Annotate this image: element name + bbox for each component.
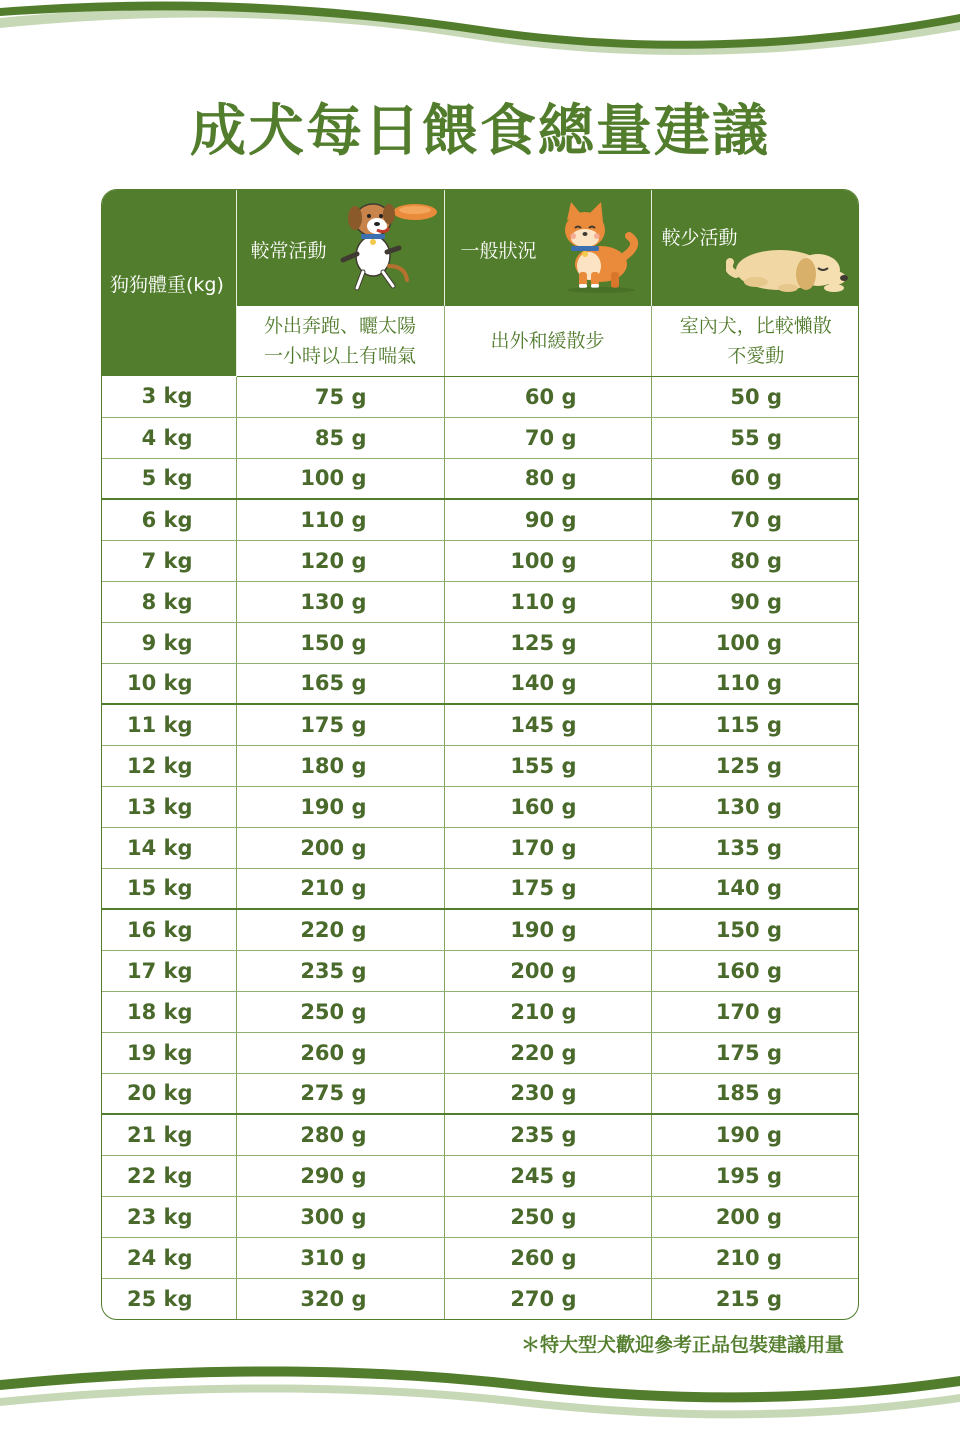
table-row [102, 909, 859, 950]
active-amount-cell: 280 g [236, 1114, 444, 1155]
normal-amount-cell: 270 g [444, 1278, 651, 1319]
active-amount-cell: 310 g [236, 1237, 444, 1278]
active-amount-cell: 190 g [236, 786, 444, 827]
active-amount-cell: 165 g [236, 663, 444, 704]
table-row [102, 1114, 859, 1155]
less-active-amount-cell: 70 g [651, 499, 859, 540]
weight-cell: 23 kg [102, 1196, 236, 1237]
normal-amount-cell: 220 g [444, 1032, 651, 1073]
table-row [102, 1155, 859, 1196]
less-active-amount-cell: 110 g [651, 663, 859, 704]
table-row [102, 950, 859, 991]
weight-cell: 25 kg [102, 1278, 236, 1319]
less-active-amount-cell: 100 g [651, 622, 859, 663]
normal-amount-cell: 100 g [444, 540, 651, 581]
active-amount-cell: 110 g [236, 499, 444, 540]
table-row [102, 540, 859, 581]
active-amount-cell: 75 g [236, 376, 444, 417]
less-active-amount-cell: 195 g [651, 1155, 859, 1196]
normal-amount-cell: 235 g [444, 1114, 651, 1155]
active-column-header [236, 190, 444, 306]
table-row [102, 1278, 859, 1319]
normal-amount-cell: 250 g [444, 1196, 651, 1237]
weight-cell: 15 kg [102, 868, 236, 909]
weight-cell: 11 kg [102, 704, 236, 745]
normal-amount-cell: 245 g [444, 1155, 651, 1196]
weight-cell: 18 kg [102, 991, 236, 1032]
table-row [102, 663, 859, 704]
active-amount-cell: 210 g [236, 868, 444, 909]
less-active-column-description [651, 306, 859, 376]
bottom-wave-decoration [0, 1356, 960, 1440]
weight-cell: 22 kg [102, 1155, 236, 1196]
normal-amount-cell: 160 g [444, 786, 651, 827]
active-amount-cell: 300 g [236, 1196, 444, 1237]
active-amount-cell: 150 g [236, 622, 444, 663]
less-active-amount-cell: 135 g [651, 827, 859, 868]
table-row [102, 417, 859, 458]
less-active-column-label: 較少活動 [661, 227, 738, 249]
active-amount-cell: 290 g [236, 1155, 444, 1196]
footnote: ＊特大型犬歡迎參考正品包裝建議用量 [520, 1334, 844, 1356]
normal-amount-cell: 145 g [444, 704, 651, 745]
less-active-amount-cell: 90 g [651, 581, 859, 622]
weight-cell: 24 kg [102, 1237, 236, 1278]
normal-amount-cell: 70 g [444, 417, 651, 458]
less-active-amount-cell: 210 g [651, 1237, 859, 1278]
weight-cell: 9 kg [102, 622, 236, 663]
less-active-amount-cell: 160 g [651, 950, 859, 991]
weight-cell: 3 kg [102, 376, 236, 417]
less-active-amount-cell: 175 g [651, 1032, 859, 1073]
active-description-line: 外出奔跑、曬太陽 [263, 314, 416, 337]
weight-cell: 6 kg [102, 499, 236, 540]
normal-amount-cell: 90 g [444, 499, 651, 540]
active-amount-cell: 120 g [236, 540, 444, 581]
active-amount-cell: 250 g [236, 991, 444, 1032]
normal-column-description [444, 306, 651, 376]
less-active-amount-cell: 80 g [651, 540, 859, 581]
less-active-amount-cell: 200 g [651, 1196, 859, 1237]
weight-cell: 20 kg [102, 1073, 236, 1114]
normal-amount-cell: 175 g [444, 868, 651, 909]
table-row [102, 376, 859, 417]
less-active-amount-cell: 50 g [651, 376, 859, 417]
less-active-amount-cell: 150 g [651, 909, 859, 950]
active-amount-cell: 275 g [236, 1073, 444, 1114]
normal-column-header [444, 190, 651, 306]
active-column-description [236, 306, 444, 376]
normal-amount-cell: 80 g [444, 458, 651, 499]
weight-cell: 16 kg [102, 909, 236, 950]
less-active-amount-cell: 190 g [651, 1114, 859, 1155]
active-column-label: 較常活動 [250, 240, 327, 262]
page-title: 成犬每日餵食總量建議 [190, 99, 770, 164]
shiba-dog-icon [549, 200, 645, 296]
weight-cell: 14 kg [102, 827, 236, 868]
weight-cell: 10 kg [102, 663, 236, 704]
normal-amount-cell: 60 g [444, 376, 651, 417]
top-wave-decoration [0, 0, 960, 70]
weight-column-header: 狗狗體重(kg) [102, 190, 236, 376]
active-amount-cell: 100 g [236, 458, 444, 499]
less-active-description-line: 室內犬，比較懶散 [679, 314, 832, 337]
less-active-column-header [651, 190, 859, 306]
sleeping-dog-icon [726, 230, 856, 296]
active-amount-cell: 235 g [236, 950, 444, 991]
normal-amount-cell: 190 g [444, 909, 651, 950]
active-amount-cell: 180 g [236, 745, 444, 786]
normal-column-label: 一般狀況 [460, 240, 537, 262]
table-row [102, 704, 859, 745]
less-active-amount-cell: 55 g [651, 417, 859, 458]
less-active-amount-cell: 185 g [651, 1073, 859, 1114]
active-amount-cell: 85 g [236, 417, 444, 458]
table-row [102, 745, 859, 786]
less-active-amount-cell: 170 g [651, 991, 859, 1032]
less-active-amount-cell: 125 g [651, 745, 859, 786]
active-amount-cell: 320 g [236, 1278, 444, 1319]
table-row [102, 499, 859, 540]
weight-cell: 12 kg [102, 745, 236, 786]
normal-amount-cell: 140 g [444, 663, 651, 704]
normal-amount-cell: 210 g [444, 991, 651, 1032]
weight-cell: 8 kg [102, 581, 236, 622]
table-row [102, 1196, 859, 1237]
table-row [102, 458, 859, 499]
active-amount-cell: 220 g [236, 909, 444, 950]
less-active-amount-cell: 60 g [651, 458, 859, 499]
feeding-table [101, 189, 859, 1320]
less-active-amount-cell: 140 g [651, 868, 859, 909]
table-row [102, 622, 859, 663]
table-row [102, 868, 859, 909]
weight-cell: 17 kg [102, 950, 236, 991]
normal-description-line: 出外和緩散步 [490, 329, 605, 352]
table-row [102, 1073, 859, 1114]
weight-cell: 13 kg [102, 786, 236, 827]
active-amount-cell: 175 g [236, 704, 444, 745]
normal-amount-cell: 200 g [444, 950, 651, 991]
frisbee-dog-icon [333, 194, 443, 294]
weight-cell: 21 kg [102, 1114, 236, 1155]
table-row [102, 1237, 859, 1278]
normal-amount-cell: 110 g [444, 581, 651, 622]
table-row [102, 991, 859, 1032]
less-active-amount-cell: 130 g [651, 786, 859, 827]
active-amount-cell: 130 g [236, 581, 444, 622]
active-description-line: 一小時以上有喘氣 [263, 344, 416, 367]
weight-cell: 5 kg [102, 458, 236, 499]
active-amount-cell: 200 g [236, 827, 444, 868]
weight-cell: 19 kg [102, 1032, 236, 1073]
normal-amount-cell: 170 g [444, 827, 651, 868]
active-amount-cell: 260 g [236, 1032, 444, 1073]
normal-amount-cell: 260 g [444, 1237, 651, 1278]
table-row [102, 1032, 859, 1073]
table-row [102, 581, 859, 622]
normal-amount-cell: 230 g [444, 1073, 651, 1114]
table-row [102, 827, 859, 868]
normal-amount-cell: 155 g [444, 745, 651, 786]
normal-amount-cell: 125 g [444, 622, 651, 663]
weight-cell: 7 kg [102, 540, 236, 581]
table-row [102, 786, 859, 827]
less-active-amount-cell: 215 g [715, 1286, 782, 1311]
less-active-amount-cell: 115 g [651, 704, 859, 745]
weight-cell: 4 kg [102, 417, 236, 458]
less-active-description-line: 不愛動 [727, 344, 785, 367]
